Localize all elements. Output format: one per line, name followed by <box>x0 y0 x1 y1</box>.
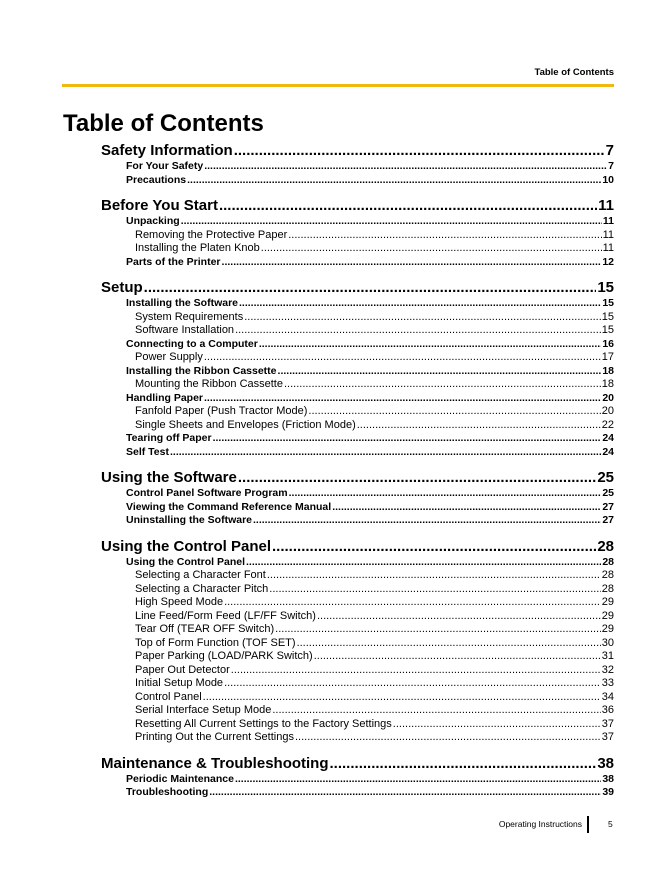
toc-entry-page: 29 <box>601 609 614 622</box>
toc-dot-leader <box>204 351 601 363</box>
toc-dot-leader <box>219 197 597 214</box>
toc-entry-label: Using the Control Panel <box>101 537 272 555</box>
toc-entry-page: 11 <box>602 215 614 227</box>
toc-section-entry[interactable] <box>101 279 614 296</box>
toc-entry-label: Installing the Ribbon Cassette <box>126 364 277 377</box>
toc-entry-page: 15 <box>601 324 614 336</box>
toc-entry[interactable] <box>135 704 614 716</box>
toc-entry-page: 18 <box>601 378 614 390</box>
toc-entry-page: 36 <box>601 704 614 716</box>
toc-entry[interactable] <box>126 501 614 513</box>
toc-dot-leader <box>332 501 601 513</box>
toc-entry-label: Safety Information <box>101 142 233 159</box>
toc-dot-leader <box>235 324 601 336</box>
toc-entry-page: 11 <box>602 228 614 241</box>
toc-entry-page: 29 <box>601 596 614 608</box>
toc-entry[interactable] <box>126 338 614 350</box>
toc-entry-label: Single Sheets and Envelopes (Friction Mode) <box>135 418 356 431</box>
header-rule <box>62 84 614 87</box>
toc-entry[interactable] <box>126 365 614 377</box>
toc-entry-page: 20 <box>602 391 614 404</box>
toc-dot-leader <box>234 142 605 159</box>
toc-entry[interactable] <box>126 392 614 404</box>
toc-entry-page: 38 <box>597 754 614 772</box>
toc-entry-page: 10 <box>602 173 614 186</box>
toc-entry-label: Serial Interface Setup Mode <box>135 704 272 716</box>
toc-entry[interactable] <box>135 677 614 689</box>
toc-dot-leader <box>275 623 601 635</box>
toc-entry-page: 28 <box>602 555 614 568</box>
page-title: Table of Contents <box>63 110 264 137</box>
toc-entry[interactable] <box>135 718 614 730</box>
toc-entry-label: Power Supply <box>135 351 203 363</box>
toc-section-entry[interactable] <box>101 538 614 555</box>
toc-entry-label: Paper Out Detector <box>135 663 230 676</box>
toc-dot-leader <box>204 160 607 172</box>
toc-entry-page: 22 <box>601 418 614 431</box>
toc-entry[interactable] <box>135 351 614 363</box>
toc-entry-label: For Your Safety <box>126 160 204 172</box>
toc-entry[interactable] <box>126 773 614 785</box>
toc-entry-page: 15 <box>602 297 614 309</box>
toc-entry-label: Handling Paper <box>126 391 204 404</box>
toc-dot-leader <box>278 365 602 377</box>
toc-entry-page: 18 <box>602 364 614 377</box>
toc-entry-page: 32 <box>601 663 614 676</box>
toc-entry[interactable] <box>135 419 614 431</box>
running-header-title: Table of Contents <box>534 67 614 78</box>
toc-dot-leader <box>222 256 602 268</box>
toc-section-entry[interactable] <box>101 197 614 214</box>
toc-dot-leader <box>170 446 601 458</box>
toc-dot-leader <box>393 718 601 730</box>
toc-dot-leader <box>181 215 602 227</box>
toc-entry[interactable] <box>135 229 614 241</box>
toc-entry-label: Top of Form Function (TOF SET) <box>135 636 296 649</box>
toc-dot-leader <box>272 704 600 716</box>
toc-entry-label: Periodic Maintenance <box>126 772 234 785</box>
toc-entry-label: Line Feed/Form Feed (LF/FF Switch) <box>135 609 316 622</box>
toc-entry-label: Troubleshooting <box>126 786 209 798</box>
toc-entry[interactable] <box>135 731 614 743</box>
toc-entry[interactable] <box>135 637 614 649</box>
toc-dot-leader <box>244 311 601 323</box>
toc-dot-leader <box>259 338 601 350</box>
toc-entry-label: Using the Control Panel <box>126 555 246 568</box>
toc-entry-label: Parts of the Printer <box>126 255 221 268</box>
toc-dot-leader <box>238 469 596 486</box>
toc-entry-label: Connecting to a Computer <box>126 337 258 350</box>
toc-entry-label: Tearing off Paper <box>126 432 212 444</box>
toc-dot-leader <box>288 229 601 241</box>
toc-entry-label: Paper Parking (LOAD/PARK Switch) <box>135 650 313 662</box>
toc-dot-leader <box>203 691 601 703</box>
toc-dot-leader <box>231 664 601 676</box>
toc-dot-leader <box>187 174 601 186</box>
toc-entry-page: 29 <box>601 623 614 635</box>
toc-dot-leader <box>224 596 601 608</box>
toc-dot-leader <box>269 583 600 595</box>
toc-dot-leader <box>289 487 602 499</box>
toc-entry[interactable] <box>135 242 614 254</box>
toc-entry[interactable] <box>135 569 614 581</box>
toc-dot-leader <box>314 650 601 662</box>
toc-entry-page: 30 <box>601 636 614 649</box>
toc-entry-page: 15 <box>601 310 614 323</box>
toc-dot-leader <box>144 279 597 296</box>
toc-entry-page: 33 <box>601 677 614 689</box>
footer-doc-label: Operating Instructions <box>498 819 582 829</box>
toc-entry[interactable] <box>135 583 614 595</box>
toc-entry-label: Self Test <box>126 445 169 458</box>
toc-entry-label: Uninstalling the Software <box>126 514 253 526</box>
toc-entry-page: 28 <box>601 582 614 595</box>
toc-section-entry[interactable] <box>101 755 614 772</box>
toc-entry-label: Removing the Protective Paper <box>135 228 288 241</box>
toc-entry[interactable] <box>126 174 614 186</box>
toc-dot-leader <box>297 637 601 649</box>
toc-entry-label: Installing the Platen Knob <box>135 242 260 254</box>
toc-entry[interactable] <box>135 324 614 336</box>
toc-entry-label: Tear Off (TEAR OFF Switch) <box>135 623 275 635</box>
toc-entry-page: 11 <box>602 242 614 254</box>
toc-dot-leader <box>357 419 601 431</box>
toc-entry[interactable] <box>135 623 614 635</box>
toc-entry[interactable] <box>126 297 614 309</box>
toc-entry-page: 34 <box>601 690 614 703</box>
toc-dot-leader <box>317 610 601 622</box>
toc-dot-leader <box>246 556 601 568</box>
toc-entry-page: 25 <box>597 469 614 486</box>
toc-entry-page: 25 <box>602 487 614 499</box>
toc-dot-leader <box>267 569 601 581</box>
toc-entry-label: Setup <box>101 279 143 296</box>
toc-dot-leader <box>235 773 601 785</box>
toc-dot-leader <box>224 677 601 689</box>
toc-entry-label: Selecting a Character Pitch <box>135 582 269 595</box>
toc-dot-leader <box>261 242 602 254</box>
toc-entry[interactable] <box>126 215 614 227</box>
toc-entry-page: 7 <box>608 160 614 172</box>
toc-entry-label: Maintenance & Troubleshooting <box>101 754 329 772</box>
toc-entry-label: High Speed Mode <box>135 596 224 608</box>
toc-entry-label: Control Panel <box>135 690 202 703</box>
toc-entry-label: Mounting the Ribbon Cassette <box>135 378 283 390</box>
toc-entry-label: Selecting a Character Font <box>135 569 266 581</box>
toc-entry[interactable] <box>135 610 614 622</box>
toc-entry-page: 37 <box>601 731 614 743</box>
toc-entry-page: 24 <box>602 432 614 444</box>
toc-entry[interactable] <box>135 311 614 323</box>
toc-dot-leader <box>284 378 601 390</box>
toc-entry-page: 28 <box>597 537 614 555</box>
toc-entry[interactable] <box>126 446 614 458</box>
toc-entry[interactable] <box>126 487 614 499</box>
toc-entry-label: Precautions <box>126 173 187 186</box>
toc-entry-page: 38 <box>602 772 614 785</box>
toc-entry-page: 7 <box>605 142 614 159</box>
toc-entry[interactable] <box>126 160 614 172</box>
toc-entry[interactable] <box>135 691 614 703</box>
toc-entry[interactable] <box>126 256 614 268</box>
toc-entry-page: 16 <box>602 337 614 350</box>
toc-entry-page: 15 <box>597 279 614 296</box>
toc-entry[interactable] <box>126 432 614 444</box>
toc-entry-label: Control Panel Software Program <box>126 487 288 499</box>
toc-entry[interactable] <box>126 556 614 568</box>
toc-entry[interactable] <box>135 405 614 417</box>
toc-entry[interactable] <box>135 596 614 608</box>
toc-entry-page: 27 <box>602 514 614 526</box>
toc-entry-page: 37 <box>601 717 614 730</box>
toc-entry-page: 39 <box>602 786 614 798</box>
toc-entry-label: Viewing the Command Reference Manual <box>126 500 332 513</box>
toc-dot-leader <box>330 755 597 772</box>
toc-dot-leader <box>209 786 601 798</box>
toc-dot-leader <box>272 538 596 555</box>
toc-entry[interactable] <box>135 378 614 390</box>
toc-dot-leader <box>213 432 602 444</box>
toc-entry-page: 17 <box>601 351 614 363</box>
footer-divider <box>587 816 589 833</box>
toc-entry-label: Fanfold Paper (Push Tractor Mode) <box>135 405 308 417</box>
toc-section-entry[interactable] <box>101 142 614 159</box>
toc-entry[interactable] <box>126 786 614 798</box>
toc-entry-page: 11 <box>598 197 614 214</box>
toc-entry-label: Printing Out the Current Settings <box>135 731 294 743</box>
toc-entry-label: Before You Start <box>101 197 218 214</box>
toc-entry-label: Resetting All Current Settings to the Factory Settings <box>135 717 392 730</box>
toc-entry-page: 12 <box>602 255 614 268</box>
toc-dot-leader <box>253 514 601 526</box>
toc-entry-label: Software Installation <box>135 324 235 336</box>
toc-entry-label: System Requirements <box>135 310 244 323</box>
toc-entry-page: 31 <box>601 650 614 662</box>
toc-dot-leader <box>204 392 601 404</box>
toc-dot-leader <box>239 297 601 309</box>
toc-entry-label: Using the Software <box>101 469 237 486</box>
toc-entry-page: 27 <box>602 500 614 513</box>
toc-entry[interactable] <box>135 650 614 662</box>
toc-entry-label: Initial Setup Mode <box>135 677 224 689</box>
toc-entry-page: 28 <box>601 569 614 581</box>
toc-entry-label: Unpacking <box>126 215 180 227</box>
toc-dot-leader <box>308 405 600 417</box>
toc-dot-leader <box>295 731 601 743</box>
toc-entry[interactable] <box>135 664 614 676</box>
toc-section-entry[interactable] <box>101 469 614 486</box>
toc-entry-label: Installing the Software <box>126 297 239 309</box>
footer-page-number: 5 <box>608 819 613 829</box>
toc-entry-page: 20 <box>601 405 614 417</box>
toc-entry[interactable] <box>126 514 614 526</box>
toc-entry-page: 24 <box>602 445 614 458</box>
